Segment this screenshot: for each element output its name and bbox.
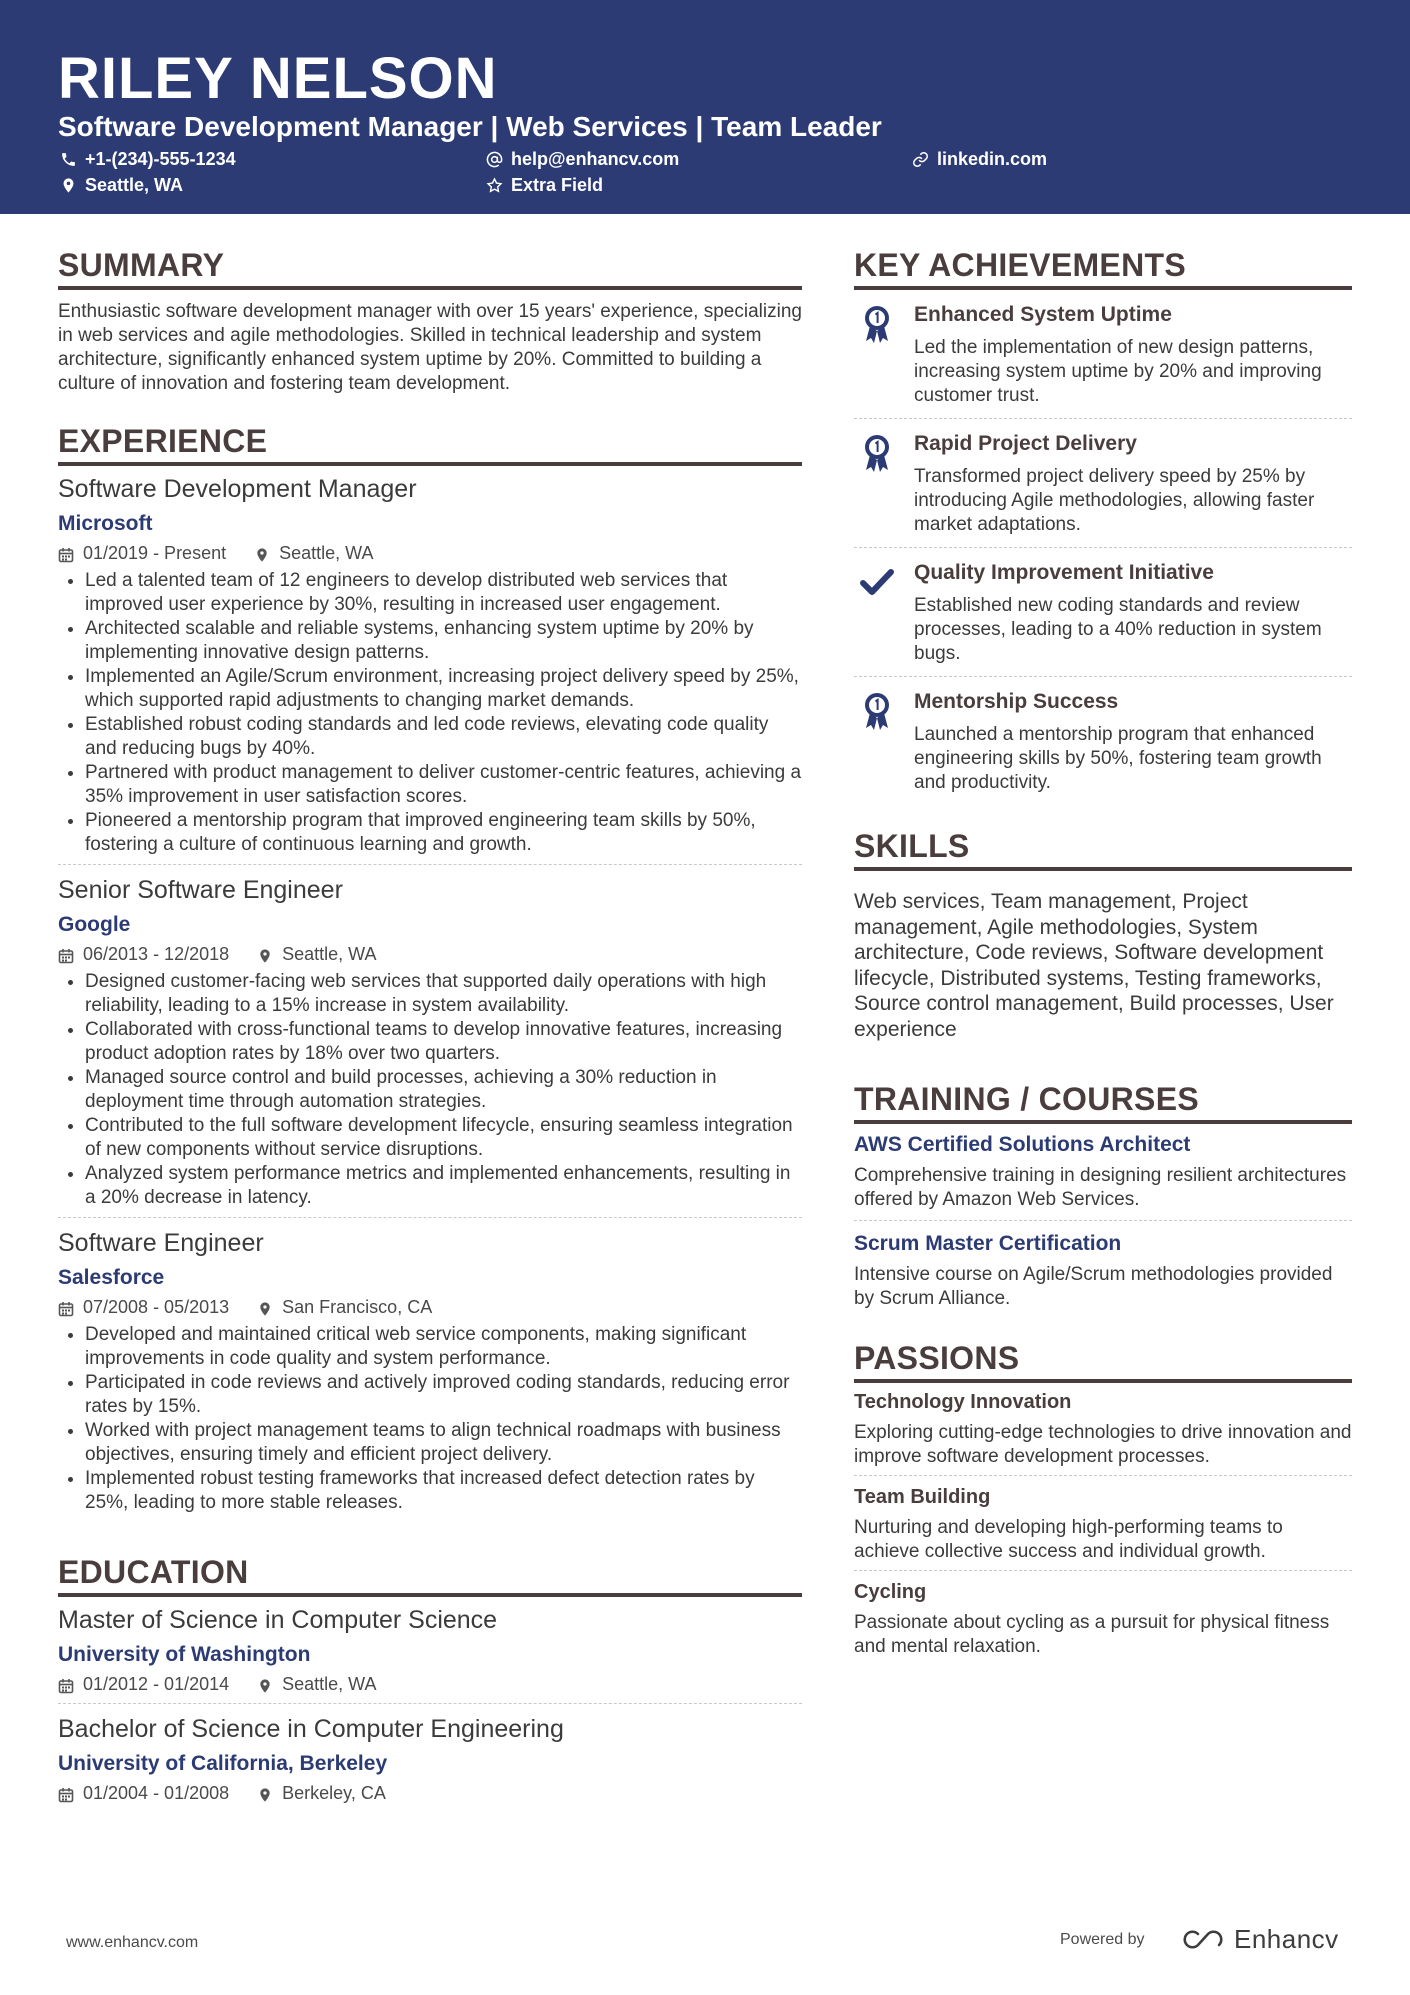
passion-title: Cycling: [854, 1581, 927, 1603]
course-title: AWS Certified Solutions Architect: [854, 1133, 1191, 1156]
award-ribbon-icon: [854, 431, 914, 537]
education-list: [58, 1605, 802, 1805]
bullet-item: • Developed and maintained critical web service components, making significant improvements in code quality and system performance.: [85, 1323, 802, 1371]
location-text: Seattle, WA: [85, 175, 184, 195]
location: Seattle, WA: [282, 944, 377, 964]
achievement-body: [914, 431, 1352, 537]
experience-section: [58, 422, 802, 1515]
calendar-icon: [58, 1785, 74, 1801]
date-range: 01/2012 - 01/2014: [83, 1674, 230, 1694]
company-name: Salesforce: [58, 1266, 165, 1289]
training-list: [854, 1132, 1352, 1311]
company-name: Microsoft: [58, 512, 153, 535]
achievement-body: [914, 689, 1352, 795]
enhancv-logo[interactable]: [1180, 1924, 1339, 1955]
entry-divider: [58, 1703, 802, 1704]
date-range: 01/2019 - Present: [83, 543, 227, 563]
bullet-item: • Partnered with product management to deliver customer-centric features, achieving a 35% improvement in user satisfaction scores.: [85, 761, 802, 809]
course-description: Comprehensive training in designing resilient architectures offered by Amazon Web Services.: [854, 1165, 1347, 1210]
education-entry: [58, 1714, 802, 1805]
job-entry: [58, 875, 802, 1218]
achievement-item: [854, 548, 1352, 676]
bullet-item: • Designed customer-facing web services that supported daily operations with high reliability, leading to a 15% increase in system availability.: [85, 970, 802, 1018]
achievement-item: [854, 419, 1352, 547]
phone-icon: [60, 151, 77, 168]
award-ribbon-icon: [854, 302, 914, 408]
education-section: [58, 1553, 802, 1805]
achievement-title: Rapid Project Delivery: [914, 432, 1137, 455]
location: Berkeley, CA: [282, 1783, 386, 1803]
bullet-item: • Implemented an Agile/Scrum environment, increasing project delivery speed by 25%, which supported rapid adjustments to changing market demands.: [85, 665, 802, 713]
bullet-item: • Analyzed system performance metrics and implemented enhancements, resulting in a 20% decrease in latency.: [85, 1162, 802, 1210]
achievement-title: Mentorship Success: [914, 690, 1119, 713]
passion-item: [854, 1389, 1352, 1469]
powered-by-label: Powered by: [1060, 1931, 1145, 1948]
date-range: 06/2013 - 12/2018: [83, 944, 230, 964]
experience-list: [58, 474, 802, 1515]
checkmark-icon: [854, 560, 914, 666]
job-title: Software Development Manager: [58, 475, 417, 503]
linkedin-text[interactable]: linkedin.com: [937, 149, 1048, 169]
bullet-item: • Architected scalable and reliable systems, enhancing system uptime by 20% by implementing innovative design patterns.: [85, 617, 802, 665]
contact-extra: [486, 174, 603, 196]
phone-text[interactable]: +1-(234)-555-1234: [85, 149, 236, 169]
course-item: [854, 1132, 1352, 1212]
passion-title: Technology Innovation: [854, 1391, 1072, 1413]
passion-description: Passionate about cycling as a pursuit for physical fitness and mental relaxation.: [854, 1612, 1330, 1657]
candidate-headline: Software Development Manager | Web Services | Team Leader: [58, 111, 882, 142]
passions-section: [854, 1339, 1352, 1659]
course-title: Scrum Master Certification: [854, 1232, 1122, 1255]
passions-heading: PASSIONS: [854, 1339, 1352, 1383]
training-section: [854, 1080, 1352, 1311]
entry-divider: [854, 1220, 1352, 1221]
date-range: 01/2004 - 01/2008: [83, 1783, 230, 1803]
at-sign-icon: [486, 151, 503, 168]
footer-url[interactable]: www.enhancv.com: [66, 1934, 199, 1951]
passions-list: [854, 1389, 1352, 1659]
passion-item: [854, 1579, 1352, 1659]
calendar-icon: [58, 1299, 74, 1315]
date-location-row: [58, 1781, 802, 1805]
map-pin-icon: [60, 177, 77, 194]
achievement-body: [914, 302, 1352, 408]
school-name: University of Washington: [58, 1643, 311, 1666]
course-item: [854, 1231, 1352, 1311]
bullet-item: • Contributed to the full software development lifecycle, ensuring seamless integration of new components without service disruptions.: [85, 1114, 802, 1162]
extra-field-text: Extra Field: [511, 175, 604, 195]
school-name: University of California, Berkeley: [58, 1752, 388, 1775]
date-range: 07/2008 - 05/2013: [83, 1297, 230, 1317]
entry-divider: [58, 1217, 802, 1218]
degree: Master of Science in Computer Science: [58, 1606, 498, 1634]
location: San Francisco, CA: [282, 1297, 433, 1317]
calendar-icon: [58, 1676, 74, 1692]
contact-email: [486, 148, 679, 170]
job-bullets: [58, 970, 802, 1210]
bullet-item: • Implemented robust testing frameworks that increased defect detection rates by 25%, leading to more stable releases.: [85, 1467, 802, 1515]
job-title: Senior Software Engineer: [58, 876, 343, 904]
map-pin-icon: [254, 545, 270, 561]
job-entry: [58, 1228, 802, 1515]
award-ribbon-icon: [854, 689, 914, 795]
date-location-row: [58, 1295, 802, 1319]
skills-heading: SKILLS: [854, 827, 1352, 871]
candidate-name: RILEY NELSON: [58, 46, 498, 111]
job-title: Software Engineer: [58, 1229, 264, 1257]
calendar-icon: [58, 946, 74, 962]
job-bullets: [58, 1323, 802, 1515]
course-description: Intensive course on Agile/Scrum methodologies provided by Scrum Alliance.: [854, 1264, 1333, 1309]
resume-header: [0, 0, 1410, 214]
passion-description: Exploring cutting-edge technologies to drive innovation and improve software development processes.: [854, 1422, 1352, 1467]
contact-phone: [60, 148, 236, 170]
bullet-item: • Participated in code reviews and actively improved coding standards, reducing error rates by 15%.: [85, 1371, 802, 1419]
passion-item: [854, 1484, 1352, 1564]
location: Seattle, WA: [279, 543, 374, 563]
contact-location: [60, 174, 183, 196]
summary-section: [58, 246, 802, 396]
bullet-item: • Managed source control and build processes, achieving a 30% reduction in deployment time through automation strategies.: [85, 1066, 802, 1114]
education-heading: EDUCATION: [58, 1553, 802, 1597]
achievement-body: [914, 560, 1352, 666]
bullet-item: • Worked with project management teams to align technical roadmaps with business objectives, ensuring timely and efficient project delivery.: [85, 1419, 802, 1467]
achievement-item: [854, 677, 1352, 805]
bullet-item: • Led a talented team of 12 engineers to develop distributed web services that improved user experience by 30%, resulting in increased user engagement.: [85, 569, 802, 617]
achievement-description: Launched a mentorship program that enhanced engineering skills by 50%, fostering team growth and productivity.: [914, 724, 1322, 793]
education-entry: [58, 1605, 802, 1704]
map-pin-icon: [257, 1785, 273, 1801]
passion-description: Nurturing and developing high-performing teams to achieve collective success and individual growth.: [854, 1517, 1283, 1562]
bullet-item: • Pioneered a mentorship program that improved engineering team skills by 50%, fostering a culture of continuous learning and growth.: [85, 809, 802, 857]
achievement-description: Led the implementation of new design patterns, increasing system uptime by 20% and improving customer trust.: [914, 337, 1322, 406]
achievements-list: [854, 290, 1352, 805]
email-text[interactable]: help@enhancv.com: [511, 149, 680, 169]
summary-text: Enthusiastic software development manager with over 15 years' experience, specializing in web services and agile methodologies. Skilled in technical leadership and system architecture, significantly enhanced system uptime by 20%. Committed to building a culture of innovation and fostering team development.: [58, 301, 802, 394]
entry-divider: [854, 1570, 1352, 1571]
date-location-row: [58, 942, 802, 966]
brand-name: Enhancv: [1234, 1924, 1339, 1954]
experience-heading: EXPERIENCE: [58, 422, 802, 466]
contact-linkedin: [912, 148, 1047, 170]
training-heading: TRAINING / COURSES: [854, 1080, 1352, 1124]
location: Seattle, WA: [282, 1674, 377, 1694]
star-icon: [486, 177, 503, 194]
left-column: [58, 246, 802, 1805]
map-pin-icon: [257, 1676, 273, 1692]
achievements-section: [854, 246, 1352, 805]
achievements-heading: KEY ACHIEVEMENTS: [854, 246, 1352, 290]
bullet-item: • Established robust coding standards and led code reviews, elevating code quality and reducing bugs by 40%.: [85, 713, 802, 761]
job-bullets: [58, 569, 802, 857]
achievement-title: Enhanced System Uptime: [914, 303, 1172, 326]
date-location-row: [58, 1672, 802, 1696]
calendar-icon: [58, 545, 74, 561]
achievement-description: Established new coding standards and review processes, leading to a 40% reduction in system bugs.: [914, 595, 1322, 664]
achievement-item: [854, 290, 1352, 418]
entry-divider: [58, 864, 802, 865]
right-column: [854, 246, 1352, 1659]
date-location-row: [58, 541, 802, 565]
map-pin-icon: [257, 946, 273, 962]
job-entry: [58, 474, 802, 865]
summary-heading: SUMMARY: [58, 246, 802, 290]
map-pin-icon: [257, 1299, 273, 1315]
skills-section: [854, 827, 1352, 1042]
enhancv-logo-icon: [1180, 1928, 1226, 1952]
company-name: Google: [58, 913, 131, 936]
link-icon: [912, 151, 929, 168]
skills-text: Web services, Team management, Project management, Agile methodologies, System architecture, Code reviews, Software development lifecycle, Distributed systems, Testing frameworks, Source control management, Build processes, User experience: [854, 890, 1334, 1041]
achievement-title: Quality Improvement Initiative: [914, 561, 1214, 584]
entry-divider: [854, 1475, 1352, 1476]
degree: Bachelor of Science in Computer Engineering: [58, 1715, 564, 1743]
achievement-description: Transformed project delivery speed by 25% by introducing Agile methodologies, allowing faster market adaptations.: [914, 466, 1315, 535]
bullet-item: • Collaborated with cross-functional teams to develop innovative features, increasing product adoption rates by 18% over two quarters.: [85, 1018, 802, 1066]
passion-title: Team Building: [854, 1486, 991, 1508]
